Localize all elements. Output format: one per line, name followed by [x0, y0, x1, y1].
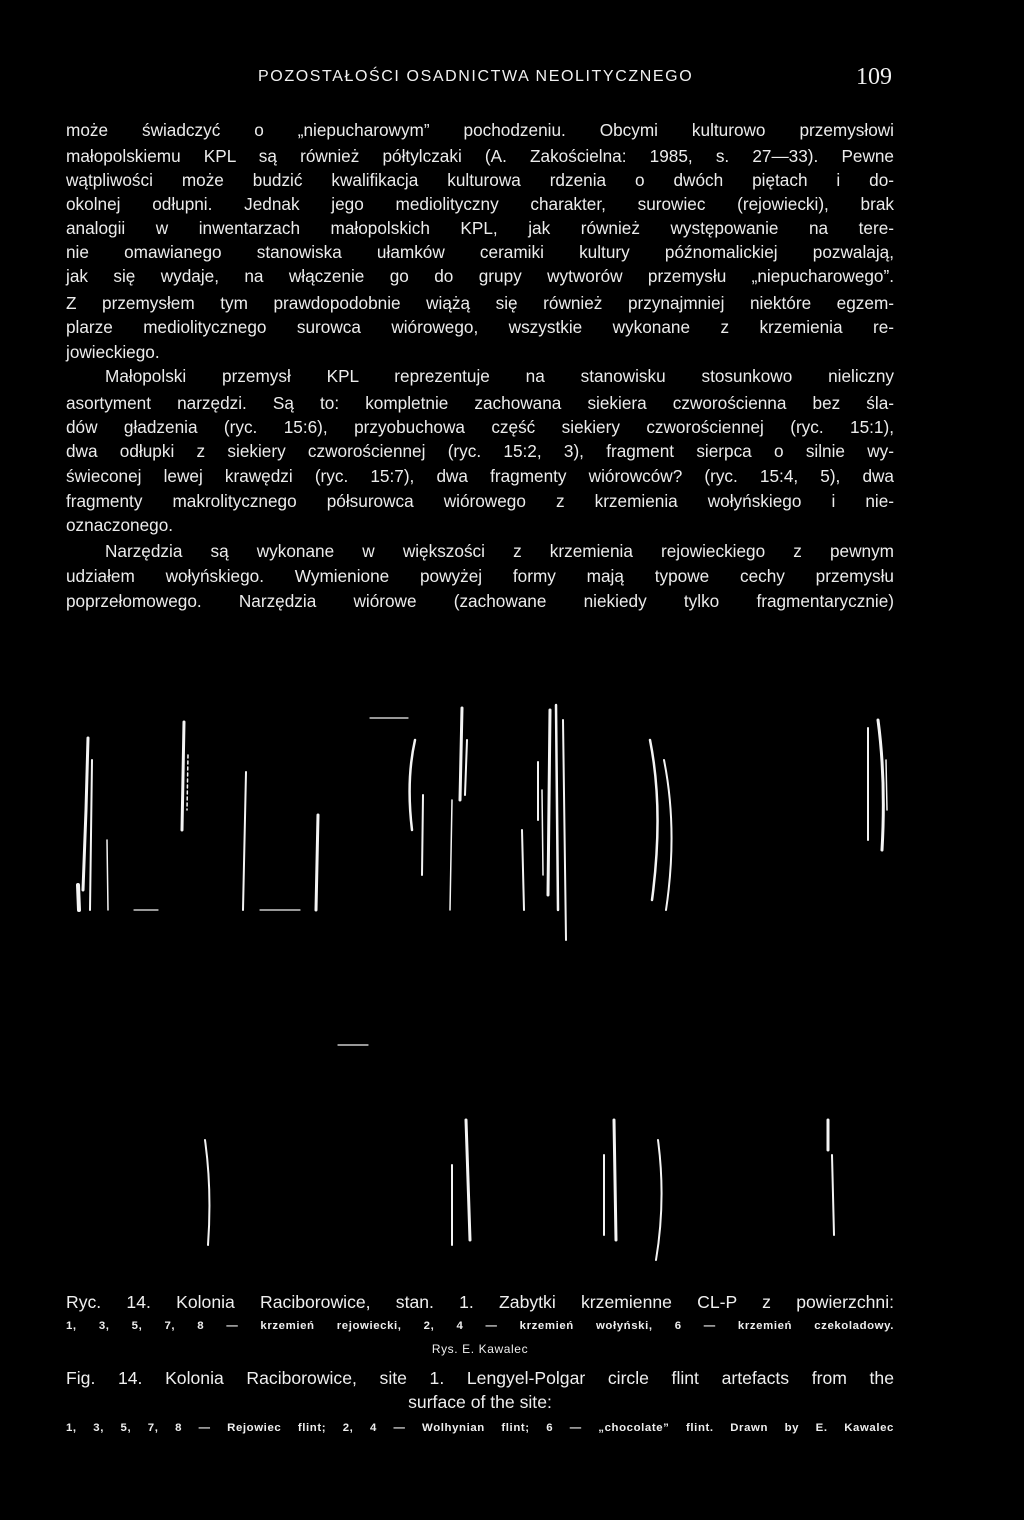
- text-line: świeconej lewej krawędzi (ryc. 15:7), dwa fragmenty wiórowców? (ryc. 15:4, 5), dwa: [66, 466, 894, 486]
- text-line: poprzełomowego. Narzędzia wiórowe (zachowane niekiedy tylko fragmentarycznie): [66, 591, 894, 611]
- text-line: jak się wydaje, na włączenie go do grupy wytworów przemysłu „niepucharowego”.: [66, 266, 894, 286]
- flint-artefact-drawing: [522, 705, 566, 940]
- text-line: okolnej odłupni. Jednak jego mediolityczny charakter, surowiec (rejowiecki), brak: [66, 194, 894, 214]
- text-line: udziałem wołyńskiego. Wymienione powyżej formy mają typowe cechy przemysłu: [66, 566, 894, 586]
- text-line: wątpliwości może budzić kwalifikacja kulturowa rdzenia o dwóch piętach i do-: [66, 170, 894, 190]
- text-line: analogii w inwentarzach małopolskich KPL, jak również występowanie na tere-: [66, 218, 894, 238]
- page-number: 109: [856, 64, 892, 90]
- flint-artefact-drawing: [205, 1140, 209, 1245]
- text-line: Narzędzia są wykonane w większości z krzemienia rejowieckiego z pewnym: [105, 541, 894, 561]
- text-line: fragmenty makrolitycznego półsurowca wiórowego z krzemienia wołyńskiego i nie-: [66, 491, 894, 511]
- caption-pl-legend: 1, 3, 5, 7, 8 — krzemień rejowiecki, 2, 4 — krzemień wołyński, 6 — krzemień czekoladowy.: [66, 1320, 894, 1332]
- text-line: jowieckiego.: [66, 342, 160, 362]
- caption-pl-credit: Rys. E. Kawalec: [431, 1342, 529, 1356]
- caption-en-title-line-1: Fig. 14. Kolonia Raciborowice, site 1. Lengyel-Polgar circle flint artefacts from the: [66, 1368, 894, 1388]
- text-line: asortyment narzędzi. Są to: kompletnie zachowana siekiera czworościenna bez śla-: [66, 393, 894, 413]
- flint-artefact-drawing: [78, 738, 158, 910]
- flint-artefact-drawing: [868, 720, 887, 850]
- running-head: POZOSTAŁOŚCI OSADNICTWA NEOLITYCZNEGO: [258, 68, 694, 85]
- text-line: Małopolski przemysł KPL reprezentuje na stanowisku stosunkowo nieliczny: [105, 366, 894, 386]
- text-line: dwa odłupki z siekiery czworościennej (ryc. 15:2, 3), fragment sierpca o silnie wy-: [66, 441, 894, 461]
- flint-artefact-drawing: [452, 1120, 470, 1245]
- flint-artefact-drawing: [604, 1120, 662, 1260]
- text-line: małopolskiemu KPL są również półtylczaki (A. Zakościelna: 1985, s. 27—33). Pewne: [66, 146, 894, 166]
- flint-artefact-drawing: [316, 708, 467, 910]
- caption-pl-title: Ryc. 14. Kolonia Raciborowice, stan. 1. Zabytki krzemienne CL-P z powierzchni:: [66, 1292, 894, 1312]
- caption-en-title-line-2: surface of the site:: [408, 1392, 552, 1412]
- text-line: nie omawianego stanowiska ułamków ceramiki kultury późnomalickiej pozwalają,: [66, 242, 894, 262]
- text-line: oznaczonego.: [66, 515, 174, 535]
- flint-artefact-drawing: [828, 1120, 834, 1235]
- caption-en-legend: 1, 3, 5, 7, 8 — Rejowiec flint; 2, 4 — Wolhynian flint; 6 — „chocolate” flint. Drawn by E. Kawalec: [66, 1422, 894, 1434]
- text-line: może świadczyć o „niepucharowym” pochodzeniu. Obcymi kulturowo przemysłowi: [66, 120, 894, 140]
- text-line: Z przemysłem tym prawdopodobnie wiążą się również przynajmniej niektóre egzem-: [66, 293, 894, 313]
- text-line: plarze mediolitycznego surowca wiórowego, wszystkie wykonane z krzemienia re-: [66, 317, 894, 337]
- flint-artefact-drawing: [650, 740, 672, 910]
- flint-artefacts-figure: [60, 700, 960, 1275]
- flint-artefact-drawing: [182, 722, 300, 910]
- text-line: dów gładzenia (ryc. 15:6), przyobuchowa część siekiery czworościennej (ryc. 15:1),: [66, 417, 894, 437]
